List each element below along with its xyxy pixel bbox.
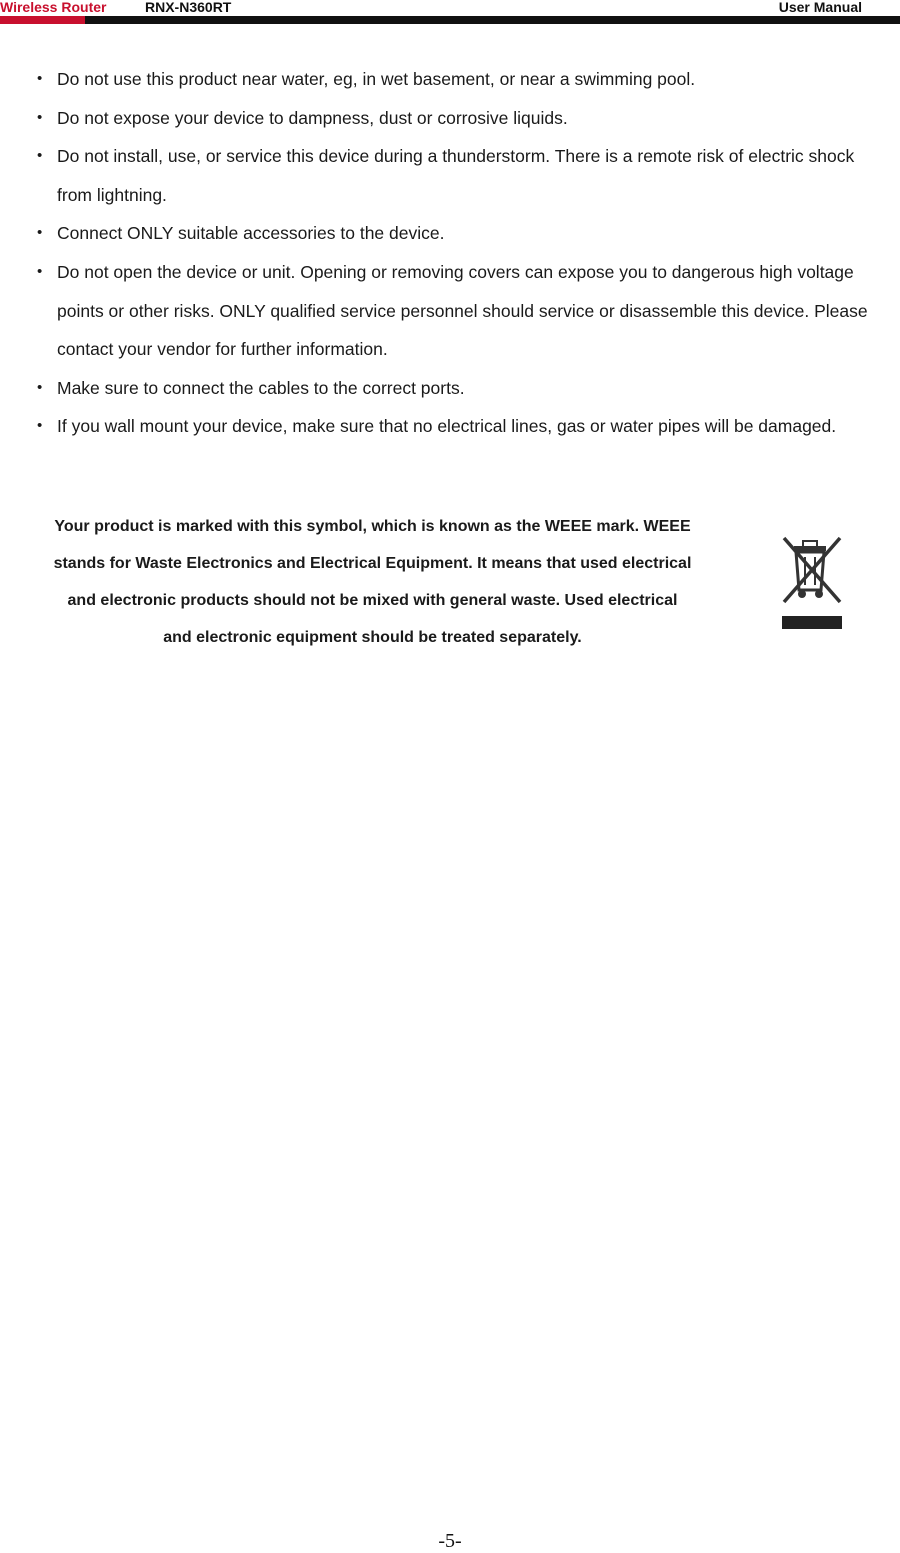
- safety-note: • Do not use this product near water, eg, in wet basement, or near a swimming pool.: [57, 60, 887, 99]
- weee-notice-line: stands for Waste Electronics and Electrical Equipment. It means that used electrical: [53, 555, 692, 572]
- safety-note: • Make sure to connect the cables to the correct ports.: [57, 369, 887, 408]
- safety-note: • Do not open the device or unit. Opening or removing covers can expose you to dangerous high voltage points or other risks. ONLY qualified service personnel should service or disassemble this device. Please contact your vendor for further information.: [57, 253, 887, 369]
- header-rule-red: [0, 16, 85, 24]
- page-number: -5-: [438, 1530, 462, 1552]
- header-model: RNX-N360RT: [145, 0, 232, 15]
- crossed-out-wheeled-bin-icon: [776, 532, 846, 634]
- safety-note: • Connect ONLY suitable accessories to the device.: [57, 214, 887, 253]
- safety-note: • Do not install, use, or service this device during a thunderstorm. There is a remote risk of electric shock from lightning.: [57, 137, 887, 214]
- safety-note: • If you wall mount your device, make sure that no electrical lines, gas or water pipes will be damaged.: [57, 407, 887, 446]
- page-header: [0, 0, 900, 26]
- weee-notice: [0, 508, 745, 656]
- weee-notice-line: and electronic equipment should be treated separately.: [163, 629, 582, 646]
- header-brand: Wireless Router: [0, 0, 107, 15]
- header-manual-title: User Manual: [778, 0, 862, 15]
- safety-note: • Do not expose your device to dampness, dust or corrosive liquids.: [57, 99, 887, 138]
- weee-notice-line: Your product is marked with this symbol, which is known as the WEEE mark. WEEE: [54, 518, 691, 535]
- header-rule-black: [85, 16, 900, 24]
- weee-notice-line: and electronic products should not be mixed with general waste. Used electrical: [67, 592, 678, 609]
- safety-notes-list: [57, 60, 887, 446]
